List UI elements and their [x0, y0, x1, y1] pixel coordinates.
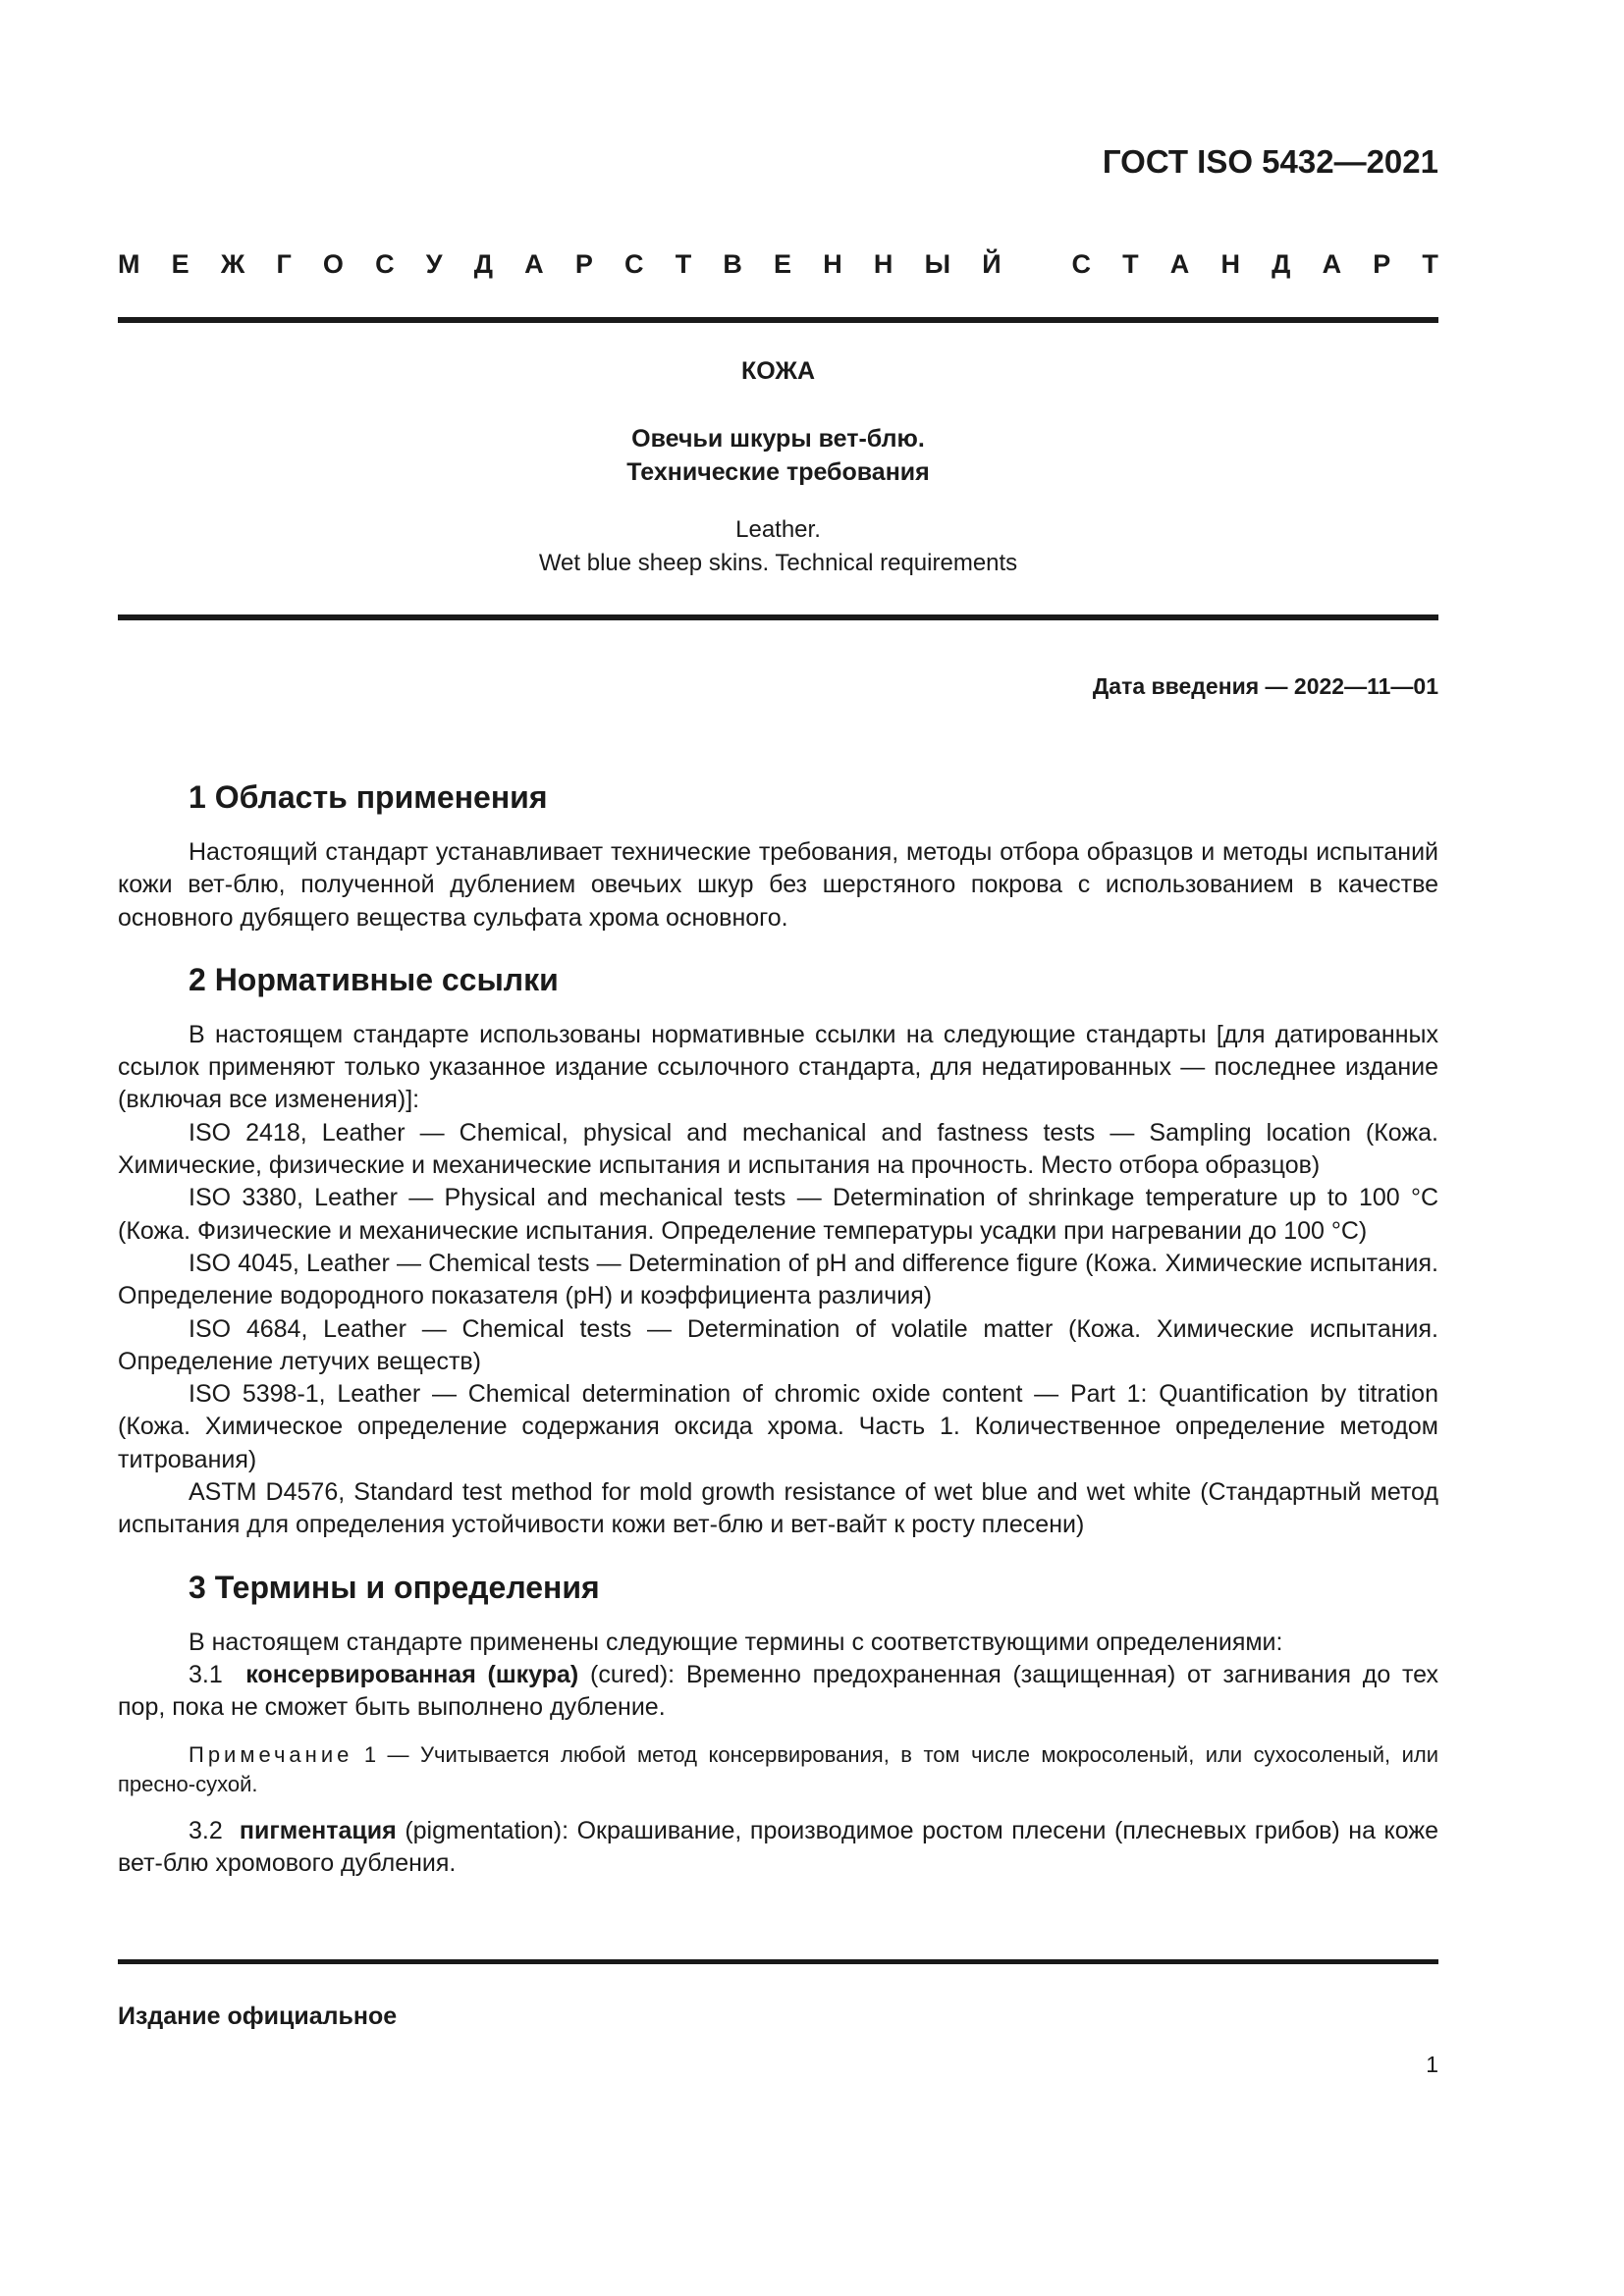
russian-subtitle — [118, 422, 1438, 489]
term-definition: (cured): Временно предохраненная (защищенная) от загнивания до тех пор, пока не сможет быть выполнено дубление. — [118, 1660, 1438, 1722]
footer-rule — [118, 1959, 1438, 1964]
term-number: 3.2 — [189, 1816, 223, 1844]
banner-letter: В — [723, 249, 742, 279]
banner-letter: Д — [473, 249, 493, 279]
section-heading: 3 Термины и определения — [189, 1569, 600, 1605]
banner-letter: Н — [1220, 249, 1240, 279]
banner-gap — [1033, 249, 1041, 280]
banner-letter: А — [1169, 249, 1190, 279]
banner-letter: О — [322, 249, 344, 279]
header-rule — [118, 317, 1438, 323]
note — [118, 1740, 1438, 1799]
section-scope — [118, 775, 1438, 934]
reference-item: ASTM D4576, Standard test method for mold growth resistance of wet blue and wet white (Стандартный метод испытания для определения устойчивости кожи вет-блю и вет-вайт к росту плесени) — [118, 1478, 1438, 1539]
paragraph: В настоящем стандарте применены следующие термины с соответствующими определениями: — [189, 1628, 1283, 1656]
page-number: 1 — [1426, 2052, 1438, 2077]
document-title: КОЖА — [740, 357, 816, 385]
document-number: ГОСТ ISO 5432—2021 — [1102, 143, 1438, 180]
english-subtitle-line: Wet blue sheep skins. Technical requirements — [538, 550, 1018, 576]
banner-letter: С — [375, 249, 395, 279]
section-heading: 2 Нормативные ссылки — [189, 961, 559, 997]
term-number: 3.1 — [189, 1660, 223, 1688]
banner-letter: Д — [1272, 249, 1291, 279]
reference-item: ISO 4684, Leather — Chemical tests — Determination of volatile matter (Кожа. Химические испытания. Определение летучих веществ) — [118, 1314, 1438, 1375]
term-entry — [118, 1815, 1438, 1881]
banner-letter: А — [1322, 249, 1342, 279]
reference-item: ISO 3380, Leather — Physical and mechanical tests — Determination of shrinkage temperature up to 100 °C (Кожа. Физические и механические испытания. Определение температуры усадки при нагревании до 100 °C) — [118, 1184, 1438, 1245]
banner-letter: С — [1071, 249, 1091, 279]
reference-item: ISO 5398-1, Leather — Chemical determination of chromic oxide content — Part 1: Quantification by titration (Кожа. Химическое определение содержания оксида хрома. Часть 1. Количественное определение методом титрования) — [118, 1380, 1438, 1473]
paragraph: В настоящем стандарте использованы нормативные ссылки на следующие стандарты [для датированных ссылок применяют только указанное издание ссылочного стандарта, для недатированных — последнее издание (включая все изменения)]: — [118, 1020, 1438, 1114]
term-entry — [118, 1659, 1438, 1725]
note-text: 1 — Учитывается любой метод консервирования, в том числе мокросоленый, или сухосоленый, или пресно-сухой. — [118, 1741, 1438, 1796]
title-rule — [118, 614, 1438, 620]
english-subtitle — [118, 513, 1438, 580]
section-terms-definitions — [118, 1566, 1438, 1880]
term-name: консервированная (шкура) — [245, 1660, 579, 1688]
official-edition-label: Издание официальное — [118, 2002, 398, 2030]
document-body — [118, 775, 1438, 1903]
banner-letter: Ж — [220, 249, 245, 279]
banner-letter: М — [118, 249, 140, 279]
banner-letter: Р — [574, 249, 593, 279]
section-heading: 1 Область применения — [189, 779, 548, 815]
banner-letter: Н — [823, 249, 842, 279]
russian-subtitle-line: Овечьи шкуры вет-блю. — [631, 425, 925, 453]
banner-letter: Р — [1373, 249, 1391, 279]
english-subtitle-line: Leather. — [735, 516, 821, 543]
introduction-date: Дата введения — 2022—11—01 — [1092, 673, 1438, 699]
banner-letter: Н — [873, 249, 893, 279]
banner-letter: Ы — [924, 249, 951, 279]
banner-letter: Е — [774, 249, 792, 279]
banner-letter: Г — [276, 249, 292, 279]
interstate-standard-banner — [118, 249, 1438, 280]
banner-letter: Т — [675, 249, 692, 279]
note-label: Примечание — [189, 1741, 353, 1767]
reference-item: ISO 2418, Leather — Chemical, physical and mechanical and fastness tests — Sampling location (Кожа. Химические, физические и механические испытания и испытания на прочность. Место отбора образцов) — [118, 1118, 1438, 1180]
section-normative-references — [118, 958, 1438, 1542]
reference-item: ISO 4045, Leather — Chemical tests — Determination of pH and difference figure (Кожа. Химические испытания. Определение водородного показателя (pH) и коэффициента различия) — [118, 1249, 1438, 1310]
term-definition: (pigmentation): Окрашивание, производимое ростом плесени (плесневых грибов) на коже вет-блю хромового дубления. — [118, 1816, 1438, 1877]
banner-letter: С — [624, 249, 644, 279]
russian-subtitle-line: Технические требования — [626, 458, 930, 486]
banner-letter: Й — [982, 249, 1001, 279]
banner-letter: А — [524, 249, 544, 279]
banner-letter: Е — [171, 249, 189, 279]
banner-letter: Т — [1122, 249, 1139, 279]
banner-letter: У — [425, 249, 443, 279]
term-name: пигментация — [239, 1816, 397, 1844]
banner-letter: Т — [1422, 249, 1438, 279]
paragraph: Настоящий стандарт устанавливает технические требования, методы отбора образцов и методы испытаний кожи вет-блю, полученной дублением овечьих шкур без шерстяного покрова с использованием в качестве основного дубящего вещества сульфата хрома основного. — [118, 838, 1438, 932]
